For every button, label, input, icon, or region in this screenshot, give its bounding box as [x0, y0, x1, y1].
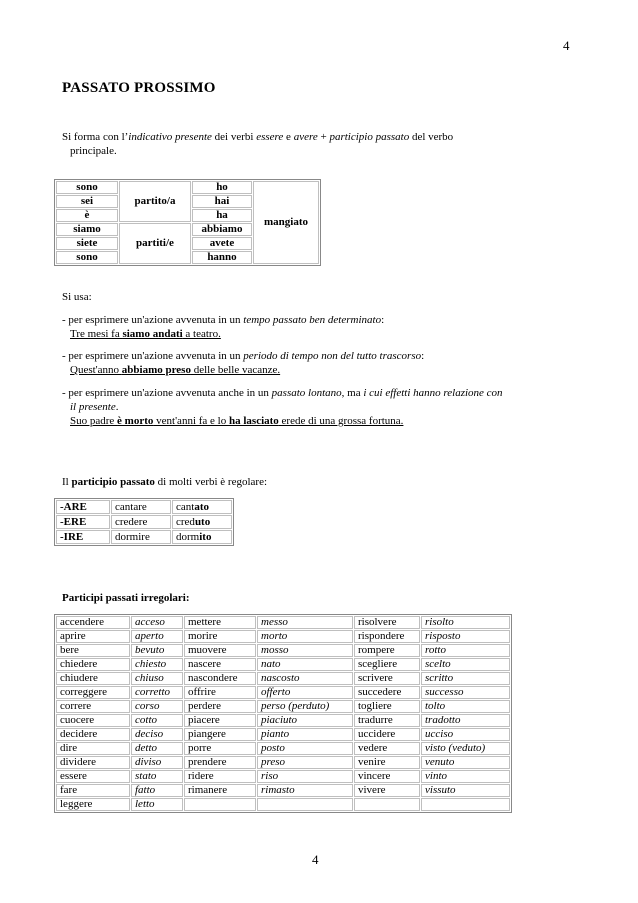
participle-cell: stato — [131, 770, 183, 783]
infinitive-cell: ridere — [184, 770, 256, 783]
participle-cell: cotto — [131, 714, 183, 727]
participle-cell: preso — [257, 756, 353, 769]
infinitive-cell: uccidere — [354, 728, 420, 741]
table-row — [56, 770, 510, 783]
table-row — [56, 728, 510, 741]
irregular-participle-table — [54, 614, 512, 813]
infinitive-cell: nascondere — [184, 672, 256, 685]
avere-form: hai — [192, 195, 252, 208]
participle-cell: nascosto — [257, 672, 353, 685]
infinitive-cell: muovere — [184, 644, 256, 657]
participle-cell — [421, 798, 510, 811]
participle-cell: messo — [257, 616, 353, 629]
partiti-cell: partiti/e — [119, 223, 191, 264]
infinitive-cell: togliere — [354, 700, 420, 713]
participle-cell: pianto — [257, 728, 353, 741]
participle-cell: tolto — [421, 700, 510, 713]
essere-form: sono — [56, 251, 118, 264]
infinitive-cell: perdere — [184, 700, 256, 713]
infinitive-cell: fare — [56, 784, 130, 797]
participle-cell: bevuto — [131, 644, 183, 657]
table-row — [56, 756, 510, 769]
participle-cell: visto (veduto) — [421, 742, 510, 755]
infinitive-cell: prendere — [184, 756, 256, 769]
participle-cell: aperto — [131, 630, 183, 643]
essere-form: è — [56, 209, 118, 222]
irregular-heading: Participi passati irregolari: — [62, 592, 190, 604]
infinitive-cell: accendere — [56, 616, 130, 629]
infinitive-cell: cuocere — [56, 714, 130, 727]
infinitive-cell: vivere — [354, 784, 420, 797]
page-title: PASSATO PROSSIMO — [62, 80, 216, 96]
infinitive: dormire — [111, 530, 171, 544]
participle-cell — [257, 798, 353, 811]
infinitive-cell: dividere — [56, 756, 130, 769]
infinitive-cell: rompere — [354, 644, 420, 657]
infinitive-cell: correggere — [56, 686, 130, 699]
infinitive-cell: rimanere — [184, 784, 256, 797]
participle-cell: detto — [131, 742, 183, 755]
essere-form: siamo — [56, 223, 118, 236]
table-row — [56, 630, 510, 643]
participle-cell: deciso — [131, 728, 183, 741]
participle-cell: posto — [257, 742, 353, 755]
infinitive: credere — [111, 515, 171, 529]
infinitive-cell: decidere — [56, 728, 130, 741]
regular-participle-table — [54, 498, 234, 546]
participle-cell: offerto — [257, 686, 353, 699]
participle: creduto — [172, 515, 232, 529]
infinitive-cell: bere — [56, 644, 130, 657]
infinitive-cell: scrivere — [354, 672, 420, 685]
participle-cell: letto — [131, 798, 183, 811]
infinitive-cell: essere — [56, 770, 130, 783]
infinitive-cell: scegliere — [354, 658, 420, 671]
table-row — [56, 784, 510, 797]
verb-ending: -IRE — [56, 530, 110, 544]
participle-cell: venuto — [421, 756, 510, 769]
infinitive-cell: tradurre — [354, 714, 420, 727]
participle-cell: chiuso — [131, 672, 183, 685]
avere-form: ha — [192, 209, 252, 222]
infinitive-cell: porre — [184, 742, 256, 755]
table-row — [56, 530, 232, 544]
infinitive-cell: vedere — [354, 742, 420, 755]
participle-cell: corso — [131, 700, 183, 713]
infinitive-cell: nascere — [184, 658, 256, 671]
participle-cell: vinto — [421, 770, 510, 783]
intro-paragraph: Si forma con l’indicativo presente dei verbi essere e avere + participio passato del verbo principale. — [62, 131, 454, 157]
infinitive-cell: morire — [184, 630, 256, 643]
table-row — [56, 798, 510, 811]
participle-cell: ucciso — [421, 728, 510, 741]
infinitive-cell: venire — [354, 756, 420, 769]
participle-cell: tradotto — [421, 714, 510, 727]
conjugation-table — [54, 179, 321, 266]
participle-cell: successo — [421, 686, 510, 699]
participle-cell: risposto — [421, 630, 510, 643]
infinitive-cell: piacere — [184, 714, 256, 727]
use-item-1: - per esprimere un'azione avvenuta in un tempo passato ben determinato: Tre mesi fa siamo andati a teatro. — [62, 314, 385, 340]
participle-cell: mosso — [257, 644, 353, 657]
infinitive-cell — [354, 798, 420, 811]
regular-intro: Il participio passato di molti verbi è regolare: — [62, 476, 268, 488]
participle-cell: acceso — [131, 616, 183, 629]
participle-cell: rimasto — [257, 784, 353, 797]
table-row — [56, 686, 510, 699]
participle-cell: vissuto — [421, 784, 510, 797]
verb-ending: -ARE — [56, 500, 110, 514]
page-number-top: 4 — [563, 38, 570, 53]
infinitive-cell: rispondere — [354, 630, 420, 643]
avere-form: hanno — [192, 251, 252, 264]
essere-form: sei — [56, 195, 118, 208]
infinitive-cell: risolvere — [354, 616, 420, 629]
verb-ending: -ERE — [56, 515, 110, 529]
mangiato-cell: mangiato — [253, 181, 319, 264]
infinitive: cantare — [111, 500, 171, 514]
table-row — [56, 500, 232, 514]
avere-form: abbiamo — [192, 223, 252, 236]
table-row — [56, 672, 510, 685]
participle-cell: riso — [257, 770, 353, 783]
use-item-3: - per esprimere un'azione avvenuta anche in un passato lontano, ma i cui effetti hanno relazione con il presente. Suo padre è morto vent'anni fa e lo ha lasciato erede di una grossa fortuna. — [62, 387, 503, 427]
essere-form: sono — [56, 181, 118, 194]
table-row — [56, 742, 510, 755]
infinitive-cell: aprire — [56, 630, 130, 643]
table-row — [56, 714, 510, 727]
infinitive-cell: chiudere — [56, 672, 130, 685]
infinitive-cell: offrire — [184, 686, 256, 699]
participle-cell: corretto — [131, 686, 183, 699]
essere-form: siete — [56, 237, 118, 250]
participle-cell: perso (perduto) — [257, 700, 353, 713]
participle-cell: scritto — [421, 672, 510, 685]
participle-cell: scelto — [421, 658, 510, 671]
participle-cell: morto — [257, 630, 353, 643]
table-row — [56, 658, 510, 671]
table-row — [56, 700, 510, 713]
infinitive-cell: vincere — [354, 770, 420, 783]
page-number-bottom: 4 — [312, 852, 319, 867]
participle: cantato — [172, 500, 232, 514]
infinitive-cell: correre — [56, 700, 130, 713]
use-item-2: - per esprimere un'azione avvenuta in un periodo di tempo non del tutto trascorso: Quest'anno abbiamo preso delle belle vacanze. — [62, 350, 425, 376]
participle: dormito — [172, 530, 232, 544]
uses-heading: Si usa: — [62, 291, 92, 303]
infinitive-cell: succedere — [354, 686, 420, 699]
table-row — [56, 644, 510, 657]
infinitive-cell — [184, 798, 256, 811]
participle-cell: fatto — [131, 784, 183, 797]
participle-cell: diviso — [131, 756, 183, 769]
participle-cell: piaciuto — [257, 714, 353, 727]
infinitive-cell: chiedere — [56, 658, 130, 671]
participle-cell: rotto — [421, 644, 510, 657]
table-row — [56, 616, 510, 629]
partito-cell: partito/a — [119, 181, 191, 222]
participle-cell: risolto — [421, 616, 510, 629]
participle-cell: nato — [257, 658, 353, 671]
infinitive-cell: dire — [56, 742, 130, 755]
avere-form: avete — [192, 237, 252, 250]
table-row — [56, 515, 232, 529]
avere-form: ho — [192, 181, 252, 194]
infinitive-cell: piangere — [184, 728, 256, 741]
infinitive-cell: leggere — [56, 798, 130, 811]
participle-cell: chiesto — [131, 658, 183, 671]
infinitive-cell: mettere — [184, 616, 256, 629]
